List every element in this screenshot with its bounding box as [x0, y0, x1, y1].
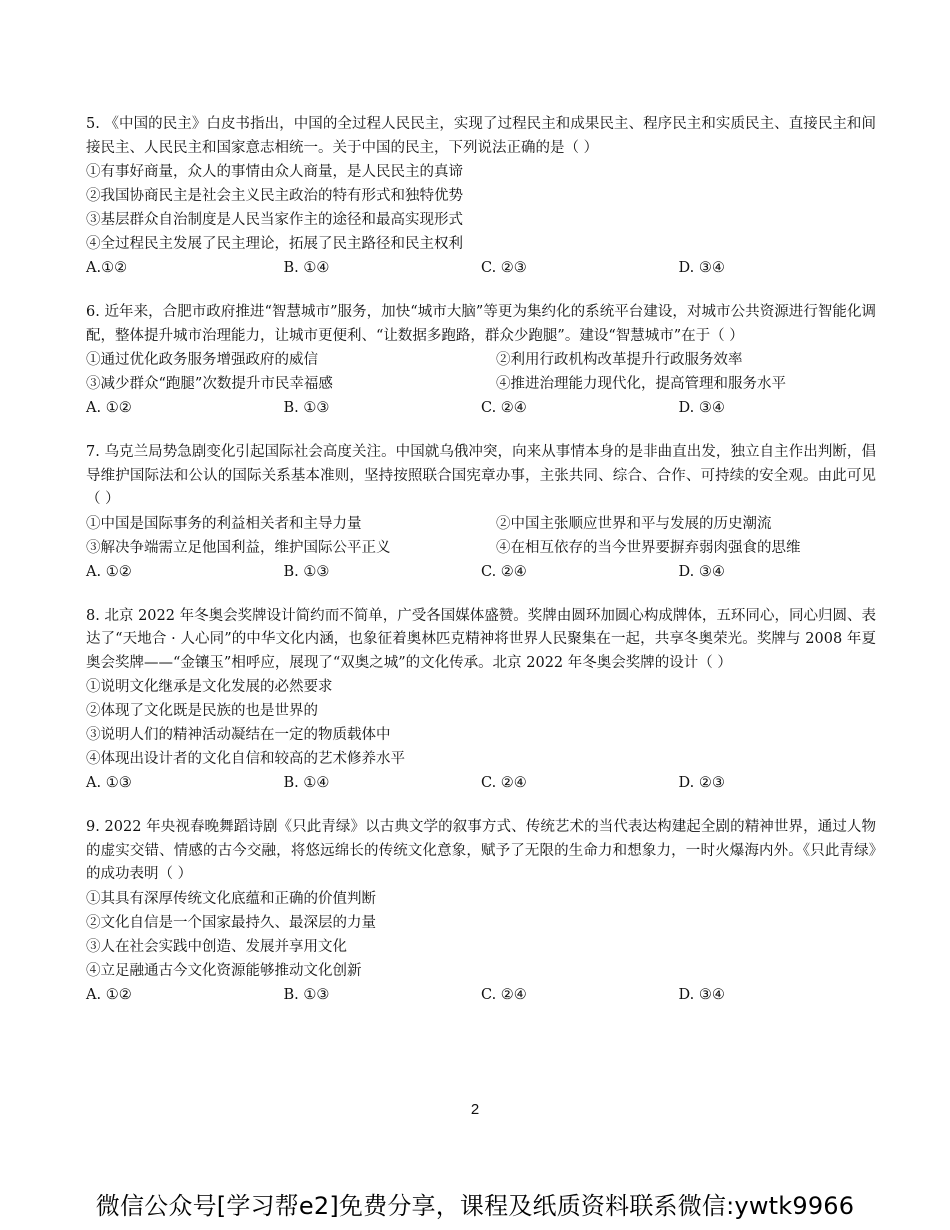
footer-banner: 微信公众号[学习帮e2]免费分享，课程及纸质资料联系微信:ywtk9966 [95, 1192, 855, 1220]
statement: ①说明文化继承是文化发展的必然要求 [86, 679, 333, 695]
statement: ④体现出设计者的文化自信和较高的艺术修养水平 [86, 751, 405, 767]
choice-b: B. ①④ [283, 260, 330, 276]
choice-a: A. ①③ [86, 775, 132, 791]
choice-d: D. ③④ [678, 986, 725, 1003]
answer-choices [86, 983, 876, 1007]
statement: ①通过优化政务服务增强政府的威信 [86, 352, 318, 368]
statement-row [86, 372, 876, 396]
statement: ③人在社会实践中创造、发展并享用文化 [86, 938, 347, 955]
choice-d: D. ②③ [678, 775, 725, 791]
answer-choices [86, 396, 876, 420]
statement-row [86, 348, 876, 372]
statement-row [86, 536, 876, 560]
question-stem: 5. 《中国的民主》白皮书指出，中国的全过程人民民主，实现了过程民主和成果民主、程序民主和实质民主、直接民主和间接民主、人民民主和国家意志相统一。关于中国的民主，下列说法正确的是（ ） [86, 116, 876, 156]
statement: ③解决争端需立足他国利益，维护国际公平正义 [86, 539, 391, 556]
choice-c: C. ②③ [481, 260, 527, 276]
choice-c: C. ②④ [481, 400, 527, 416]
choice-b: B. ①③ [283, 400, 330, 416]
statement: ④推进治理能力现代化，提高管理和服务水平 [496, 376, 786, 392]
page-number: 2 [470, 1101, 480, 1118]
question-stem: 7. 乌克兰局势急剧变化引起国际社会高度关注。中国就乌俄冲突，向来从事情本身的是非曲直出发，独立自主作出判断，倡导维护国际法和公认的国际关系基本准则，坚持按照联合国宪章办事，主张共同、综合、合作、可持续的安全观。由此可见（ ） [86, 444, 876, 507]
statement: ①中国是国际事务的利益相关者和主导力量 [86, 515, 362, 532]
question-9 [86, 816, 876, 1007]
statement: ④立足融通古今文化资源能够推动文化创新 [86, 962, 362, 979]
choice-c: C. ②④ [481, 563, 527, 580]
statement-row [86, 512, 876, 536]
statement: ④全过程民主发展了民主理论，拓展了民主路径和民主权利 [86, 236, 463, 252]
choice-b: B. ①③ [283, 563, 330, 580]
question-5 [86, 113, 876, 280]
statement: ②中国主张顺应世界和平与发展的历史潮流 [496, 515, 772, 532]
choice-b: B. ①③ [283, 986, 330, 1003]
question-stem: 9. 2022 年央视春晚舞蹈诗剧《只此青绿》以古典文学的叙事方式、传统艺术的当代表达构建起全剧的精神世界，通过人物的虚实交错、情感的古今交融，将悠远绵长的传统文化意象，赋予了无限的生命力和想象力，一时火爆海内外。《只此青绿》的成功表明（ ） [86, 819, 876, 882]
statement: ③基层群众自治制度是人民当家作主的途径和最高实现形式 [86, 212, 463, 228]
answer-choices [86, 771, 876, 795]
statement: ②文化自信是一个国家最持久、最深层的力量 [86, 914, 376, 931]
question-8 [86, 605, 876, 796]
choice-d: D. ③④ [678, 260, 725, 276]
statement: ③减少群众“跑腿”次数提升市民幸福感 [86, 376, 333, 392]
statement: ④在相互依存的当今世界要摒弃弱肉强食的思维 [496, 539, 801, 556]
statement: ①有事好商量，众人的事情由众人商量，是人民民主的真谛 [86, 164, 463, 180]
question-7 [86, 441, 876, 584]
choice-c: C. ②④ [481, 986, 527, 1003]
exam-page [86, 113, 876, 1028]
choice-a: A. ①② [86, 563, 132, 580]
choice-c: C. ②④ [481, 775, 527, 791]
choice-a: A.①② [86, 260, 128, 276]
question-stem: 8. 北京 2022 年冬奥会奖牌设计简约而不简单，广受各国媒体盛赞。奖牌由圆环加圆心构成牌体，五环同心，同心归圆、表达了“天地合 · 人心同”的中华文化内涵，也象征着奥林匹克精神将世界人民聚集在一起，共享冬奥荣光。奖牌与 2008 年夏奥会奖牌——“金镶玉”相呼应，展现了“双奥之城”的文化传承。北京 2022 年冬奥会奖牌的设计（ ） [86, 607, 876, 671]
choice-d: D. ③④ [678, 563, 725, 580]
choice-a: A. ①② [86, 986, 132, 1003]
question-6 [86, 301, 876, 420]
statement: ②体现了文化既是民族的也是世界的 [86, 703, 318, 719]
answer-choices [86, 256, 876, 280]
question-stem: 6. 近年来，合肥市政府推进“智慧城市”服务，加快“城市大脑”等更为集约化的系统平台建设，对城市公共资源进行智能化调配，整体提升城市治理能力，让城市更便利、“让数据多跑路，群众少跑腿”。建设“智慧城市”在于（ ） [86, 304, 876, 344]
statement: ②利用行政机构改革提升行政服务效率 [496, 352, 743, 368]
answer-choices [86, 560, 876, 584]
choice-d: D. ③④ [678, 400, 725, 416]
statement: ①其具有深厚传统文化底蕴和正确的价值判断 [86, 890, 376, 907]
choice-a: A. ①② [86, 400, 132, 416]
statement: ③说明人们的精神活动凝结在一定的物质载体中 [86, 727, 391, 743]
statement: ②我国协商民主是社会主义民主政治的特有形式和独特优势 [86, 188, 463, 204]
choice-b: B. ①④ [283, 775, 330, 791]
